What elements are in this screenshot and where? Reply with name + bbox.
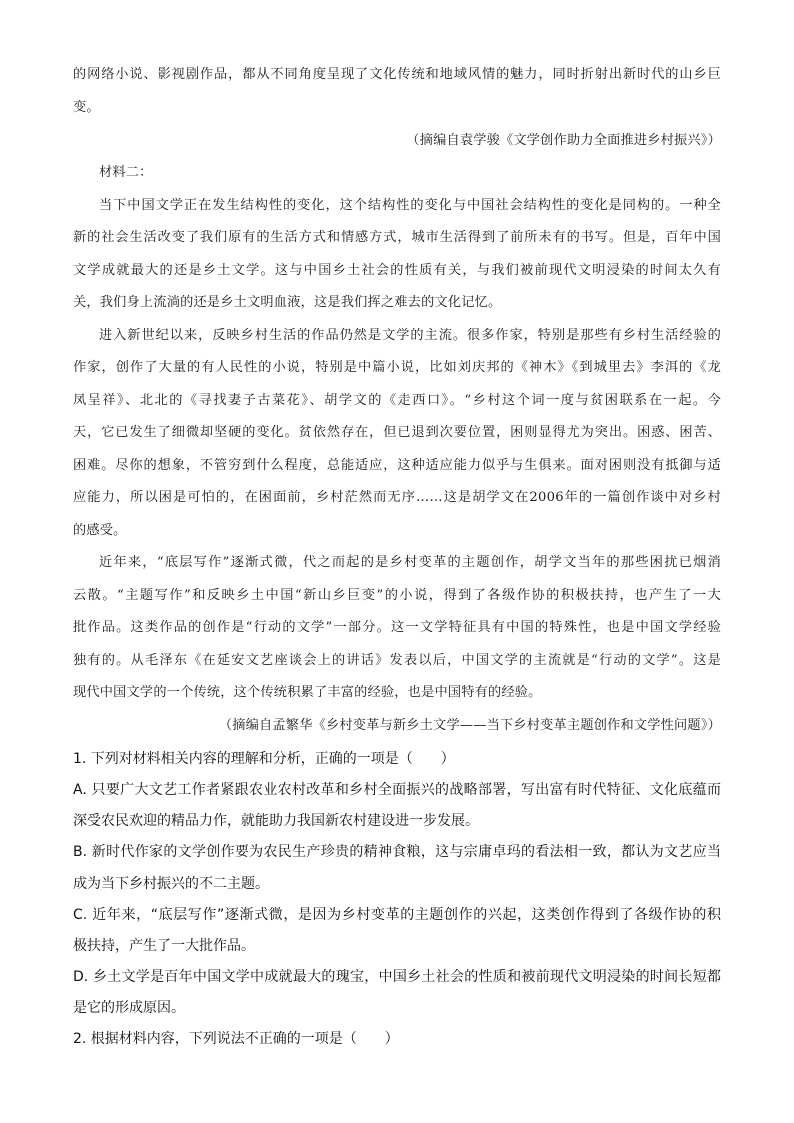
option-d: D. 乡土文学是百年中国文学中成就最大的瑰宝，中国乡土社会的性质和被前现代文明浸染的时间长短都	[73, 969, 721, 985]
passage-line: 变。	[73, 100, 100, 115]
passage-line: 独有的。从毛泽东《在延安文艺座谈会上的讲话》发表以后，中国文学的主流就是“行动的文学”。这是	[73, 653, 721, 668]
material-label: 材料二：	[99, 165, 153, 180]
passage-line: 当下中国文学正在发生结构性的变化，这个结构性的变化与中国社会结构性的变化是同构的。一种全	[99, 198, 721, 213]
option-a-continued: 深受农民欢迎的精品力作，就能助力我国新农村建设进一步发展。	[73, 813, 479, 829]
passage-line: 的感受。	[73, 523, 127, 538]
passage-line: 关，我们身上流淌的还是乡土文明血液，这是我们挥之难去的文化记忆。	[73, 295, 502, 310]
passage-line: 应能力，所以困是可怕的，在困面前，乡村茫然而无序……这是胡学文在2006年的一篇创作谈中对乡村	[73, 490, 721, 505]
passage-line: 进入新世纪以来，反映乡村生活的作品仍然是文学的主流。很多作家，特别是那些有乡村生活经验的	[99, 328, 721, 343]
question-stem: 2. 根据材料内容，下列说法不正确的一项是（ ）	[73, 1031, 399, 1047]
option-a: A. 只要广大文艺工作者紧跟农业农村改革和乡村全面振兴的战略部署，写出富有时代特征、文化底蕴而	[73, 782, 721, 798]
question-stem: 1. 下列对材料相关内容的理解和分析，正确的一项是（ ）	[73, 751, 455, 767]
passage-line: 天，它已发生了细微却坚硬的变化。贫依然存在，但已退到次要位置，困则显得尤为突出。困惑、困苦、	[73, 425, 721, 440]
source-citation: （摘编自孟繁华《乡村变革与新乡土文学——当下乡村变革主题创作和文学性问题》）	[218, 718, 721, 733]
option-b: B. 新时代作家的文学创作要为农民生产珍贵的精神食粮，这与宗庸卓玛的看法相一致，都认为文艺应当	[73, 844, 721, 860]
passage-line: 云散。“主题写作”和反映乡土中国“新山乡巨变”的小说，得到了各级作协的积极扶持，也产生了一大	[73, 588, 721, 603]
passage-line: 现代中国文学的一个传统，这个传统积累了丰富的经验，也是中国特有的经验。	[73, 685, 542, 700]
option-c-continued: 极扶持，产生了一大批作品。	[73, 938, 255, 954]
source-citation: （摘编自袁学骏《文学创作助力全面推进乡村振兴》）	[406, 133, 721, 148]
passage-line: 新的社会生活改变了我们原有的生活方式和情感方式，城市生活得到了前所未有的书写。但是，百年中国	[73, 230, 721, 245]
option-d-continued: 是它的形成原因。	[73, 1000, 185, 1016]
passage-line: 凤呈祥》、北北的《寻找妻子古菜花》、胡学文的《走西口》。“乡村这个词一度与贫困联系在一起。今	[73, 393, 721, 408]
passage-line: 文学成就最大的还是乡土文学。这与中国乡土社会的性质有关，与我们被前现代文明浸染的时间太久有	[73, 263, 721, 278]
passage-line: 近年来，“底层写作”逐渐式微，代之而起的是乡村变革的主题创作，胡学文当年的那些困扰已烟消	[99, 555, 721, 570]
passage-line: 批作品。这类作品的创作是“行动的文学”一部分。这一文学特征具有中国的特殊性，也是中国文学经验	[73, 620, 721, 635]
passage-line: 作家，创作了大量的有人民性的小说，特别是中篇小说，比如刘庆邦的《神木》《到城里去》李洱的《龙	[73, 360, 721, 375]
option-c: C. 近年来，“底层写作”逐渐式微，是因为乡村变革的主题创作的兴起，这类创作得到了各级作协的积	[73, 907, 721, 923]
passage-line: 的网络小说、影视剧作品，都从不同角度呈现了文化传统和地域风情的魅力，同时折射出新时代的山乡巨	[73, 67, 721, 82]
passage-line: 困难。尽你的想象，不管穷到什么程度，总能适应，这种适应能力似乎与生俱来。面对困则没有抵御与适	[73, 458, 721, 473]
option-b-continued: 成为当下乡村振兴的不二主题。	[73, 876, 269, 892]
